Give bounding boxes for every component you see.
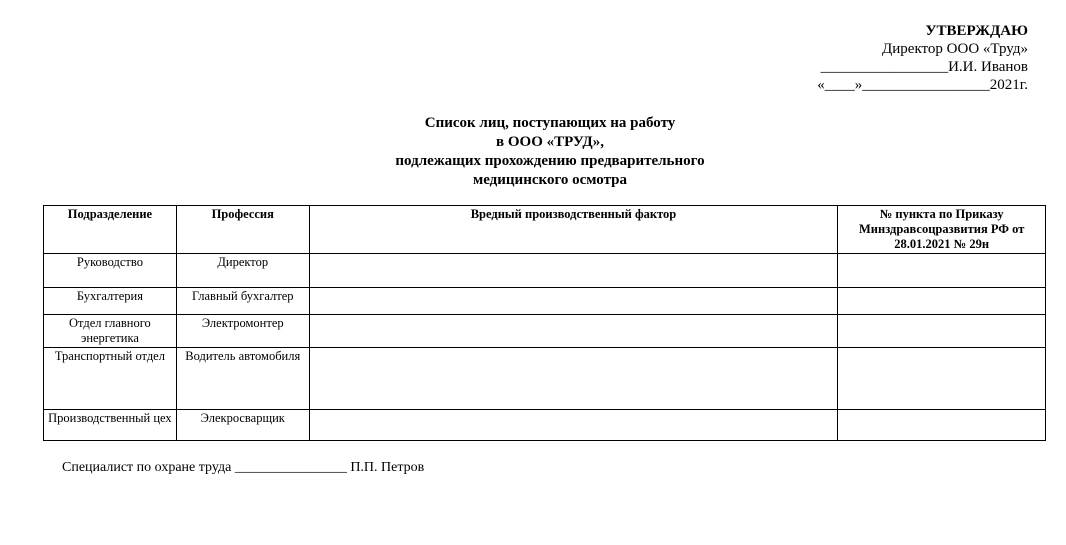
title-line-2: в ООО «ТРУД», — [496, 134, 604, 150]
approval-block — [817, 22, 1028, 94]
header-factor: Вредный производственный фактор — [309, 206, 838, 254]
cell-order-item — [838, 288, 1046, 315]
approval-signature-line: _________________И.И. Иванов — [820, 59, 1028, 75]
footer-name: П.П. Петров — [350, 460, 425, 475]
approval-position: Директор ООО «Труд» — [882, 41, 1028, 57]
header-department: Подразделение — [44, 206, 177, 254]
footer-signature-line: ________________ — [234, 460, 347, 475]
cell-order-item — [838, 254, 1046, 288]
cell-order-item — [838, 410, 1046, 441]
approval-heading: УТВЕРЖДАЮ — [925, 23, 1028, 39]
table-row — [44, 315, 1046, 348]
cell-profession: Директор — [176, 254, 309, 288]
table-row — [44, 288, 1046, 315]
table-row — [44, 254, 1046, 288]
title-line-1: Список лиц, поступающих на работу — [424, 115, 676, 131]
cell-department: Транспортный отдел — [44, 348, 177, 410]
cell-profession: Водитель автомобиля — [176, 348, 309, 410]
cell-factor — [309, 315, 838, 348]
cell-department: Бухгалтерия — [44, 288, 177, 315]
footer-signature — [62, 460, 424, 476]
cell-factor — [309, 410, 838, 441]
table-row — [44, 348, 1046, 410]
cell-department: Руководство — [44, 254, 177, 288]
header-order-item: № пункта по Приказу Минздравсоцразвития РФ от 28.01.2021 № 29н — [838, 206, 1046, 254]
cell-order-item — [838, 315, 1046, 348]
cell-profession: Элекросварщик — [176, 410, 309, 441]
table-header-row — [44, 206, 1046, 254]
cell-department: Производственный цех — [44, 410, 177, 441]
title-line-4: медицинского осмотра — [473, 172, 627, 188]
document-title — [0, 114, 1066, 190]
cell-profession: Электромонтер — [176, 315, 309, 348]
cell-profession: Главный бухгалтер — [176, 288, 309, 315]
employees-table — [43, 205, 1046, 441]
table-row — [44, 410, 1046, 441]
footer-role: Специалист по охране труда — [62, 460, 232, 475]
cell-factor — [309, 348, 838, 410]
cell-order-item — [838, 348, 1046, 410]
cell-factor — [309, 288, 838, 315]
title-line-3: подлежащих прохождению предварительного — [395, 153, 705, 169]
approval-date-line: «____»_________________2021г. — [817, 77, 1028, 93]
cell-department: Отдел главного энергетика — [44, 315, 177, 348]
header-profession: Профессия — [176, 206, 309, 254]
cell-factor — [309, 254, 838, 288]
